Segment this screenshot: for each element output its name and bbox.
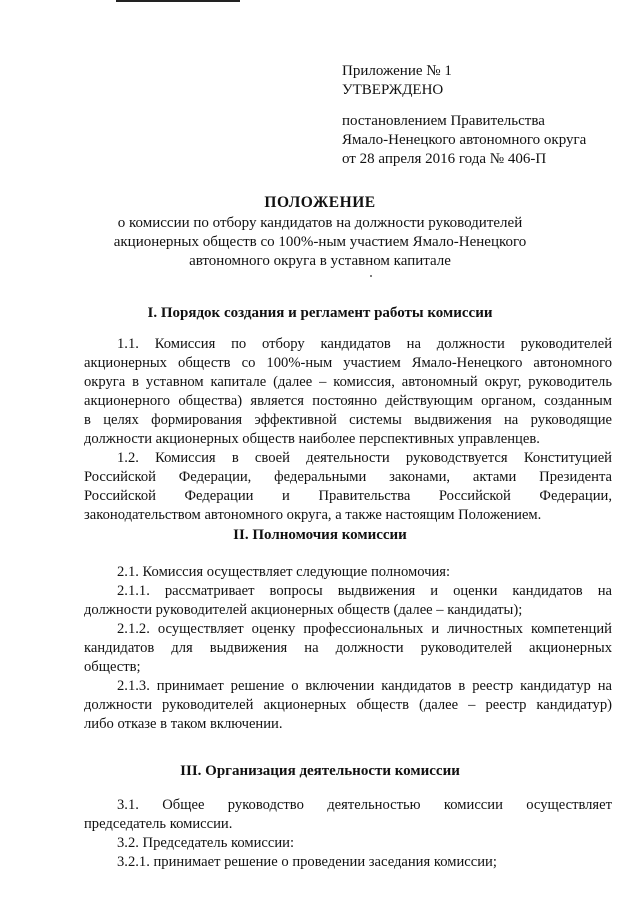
paragraph-1-2 [84,449,612,525]
resolution-date: от 28 апреля 2016 года № 406-П [342,151,547,167]
text-line: 3.2. Председатель комиссии: [117,835,295,851]
text-line: округа в уставном капитале (далее – комиссия, автономный округ, руководитель [84,374,612,390]
text-line: 3.2.1. принимает решение о проведении заседания комиссии; [117,854,497,870]
text-line: акционерных обществ со 100%-ным участием Ямало-Ненецкого автономного [84,355,612,371]
paragraph-3-1 [84,796,612,834]
appendix-number: Приложение № 1 [342,63,452,79]
text-line: 2.1.1. рассматривает вопросы выдвижения и оценки кандидатов на [117,583,612,599]
text-line: 1.2. Комиссия в своей деятельности руководствуется Конституцией [117,450,612,466]
text-line: должности руководителей акционерных обществ (далее – кандидаты); [84,602,523,618]
text-line: Российской Федерации, федеральными законами, актами Президента [84,469,612,485]
text-line: 2.1. Комиссия осуществляет следующие полномочия: [117,564,451,580]
paragraph-2-1-1 [84,582,612,620]
text-line: законодательством автономного округа, а также настоящим Положением. [84,507,542,523]
section-3-heading: III. Организация деятельности комиссии [180,763,460,779]
text-line: в целях формирования эффективной системы выдвижения на руководящие [84,412,612,428]
paragraph-1-1 [84,335,612,449]
paragraph-2-1-2 [84,620,612,677]
document-title [60,193,580,271]
text-line: председатель комиссии. [84,816,233,832]
paragraph-3-2 [84,834,612,853]
section-1-heading: I. Порядок создания и регламент работы комиссии [147,305,493,321]
section-2-heading: II. Полномочия комиссии [233,527,407,543]
approved-label: УТВЕРЖДЕНО [342,82,444,98]
text-line: 2.1.3. принимает решение о включении кандидатов в реестр кандидатур на [117,678,612,694]
text-line: 1.1. Комиссия по отбору кандидатов на должности руководителей [117,336,612,352]
resolution-line: постановлением Правительства [342,113,545,129]
text-line: должности руководителей акционерных обществ (далее – реестр кандидатур) [84,697,612,713]
text-line: обществ; [84,659,141,675]
title-sub-3: автономного округа в уставном капитале [189,253,451,269]
paragraph-3-2-1 [84,853,612,872]
text-line: акционерного общества) является постоянно действующим органом, созданным [84,393,612,409]
scan-artifact-line [116,0,240,2]
text-line: должности акционерных обществ наиболее перспективных управленцев. [84,431,540,447]
text-line: кандидатов для выдвижения на должности руководителей акционерных [84,640,612,656]
title-sub-2: акционерных обществ со 100%-ным участием Ямало-Ненецкого [113,234,527,250]
paragraph-2-1 [84,563,612,582]
text-line: 3.1. Общее руководство деятельностью комиссии осуществляет [117,797,612,813]
region-line: Ямало-Ненецкого автономного округа [342,132,587,148]
text-line: 2.1.2. осуществляет оценку профессиональных и личностных компетенций [117,621,612,637]
text-line: либо отказе в таком включении. [84,716,283,732]
title-main: ПОЛОЖЕНИЕ [264,194,376,211]
paragraph-2-1-3 [84,677,612,734]
text-line: Российской Федерации и Правительства Российской Федерации, [84,488,612,504]
title-sub-1: о комиссии по отбору кандидатов на должности руководителей [117,215,523,231]
approval-stamp [342,62,612,169]
scan-speck [370,275,372,277]
